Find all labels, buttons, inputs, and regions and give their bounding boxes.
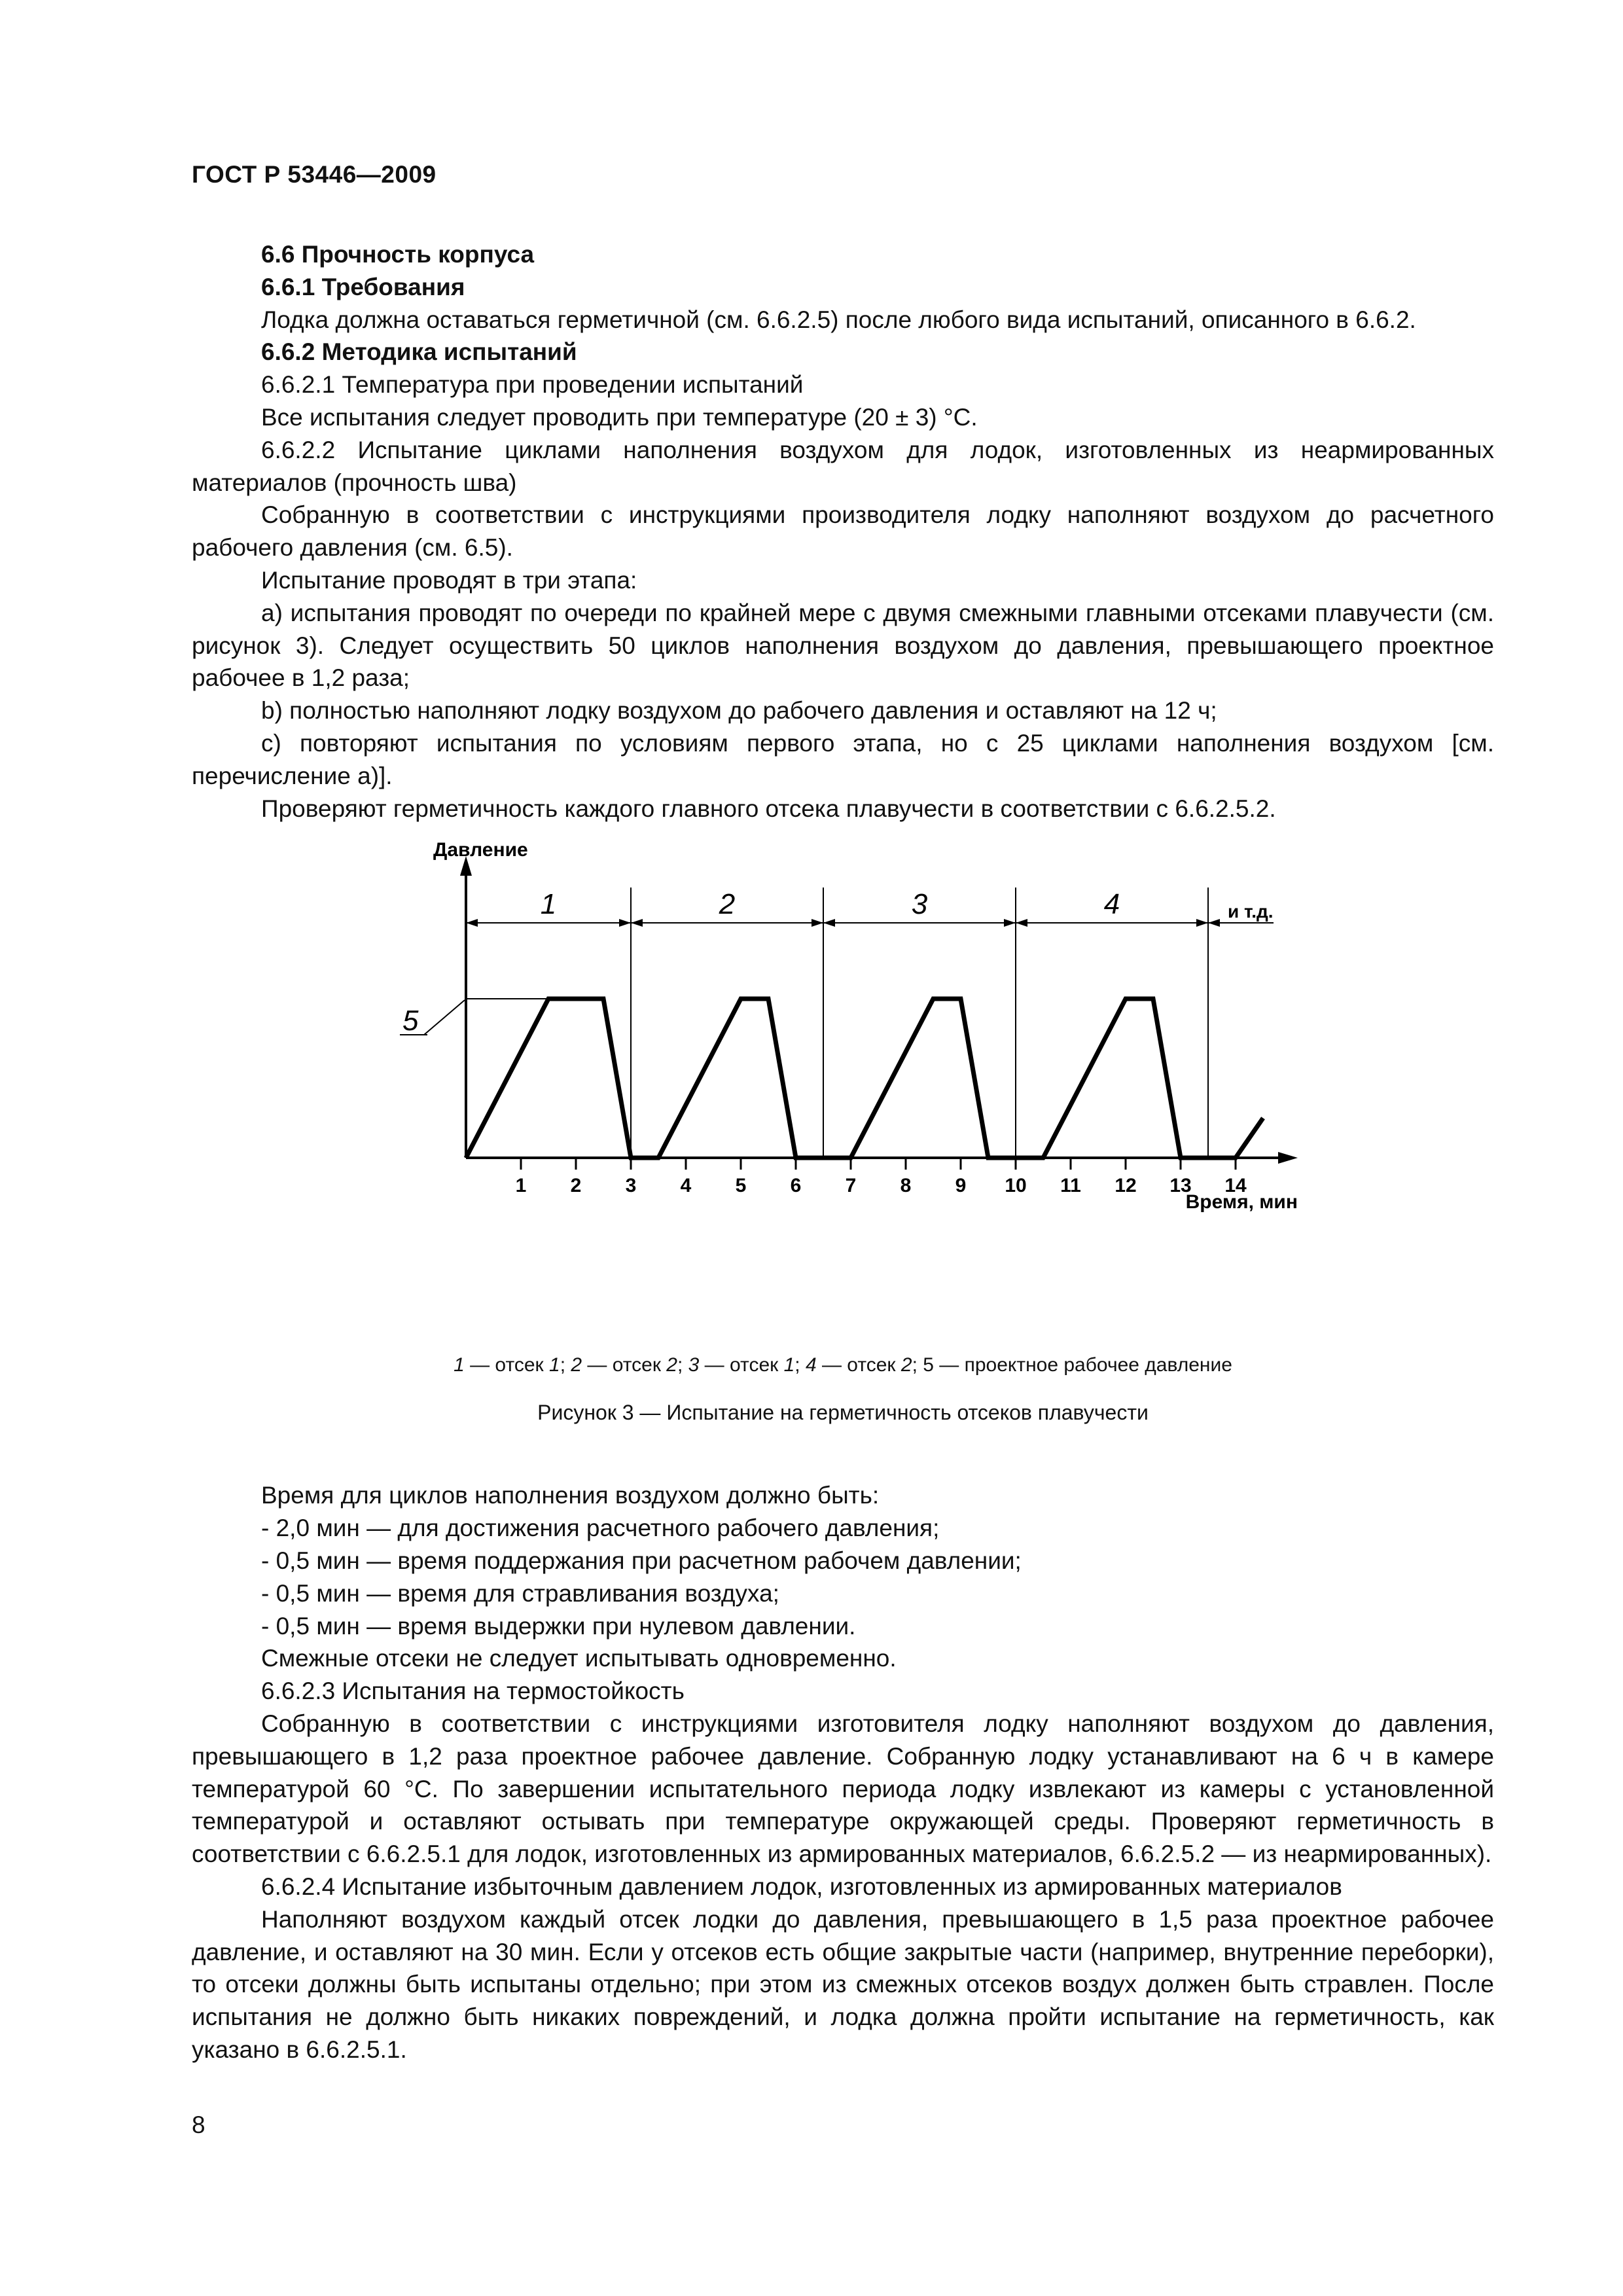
times-item-3: - 0,5 мин — время для стравливания воздуха;: [261, 1579, 779, 1607]
x-tick-label: 7: [845, 1175, 857, 1197]
legend-comp-4: 2: [901, 1354, 912, 1376]
pressure-series-line: [466, 999, 1263, 1158]
segment-label: 2: [719, 888, 736, 921]
heading-6-6-2: 6.6.2 Методика испытаний: [261, 338, 577, 366]
legend-sep-4: ;: [912, 1354, 923, 1376]
continuation-label: и т.д.: [1228, 901, 1274, 922]
segment-label: 3: [911, 888, 928, 921]
paragraph-6-6-2-3: Собранную в соответствии с инструкциями изготовителя лодку наполняют воздухом до давления, превышающего в 1,2 раза проектное рабочее давление. Собранную лодку устанавливают на 6 ч в камере температурой 60 °С. По завершении испытательного периода лодку извлекают из камеры с установленной температурой и оставляют остывать при температуре окружающей среды. Проверяют герметичность в соответствии с 6.6.2.5.1 для лодок, изготовленных из армированных материалов, 6.6.2.5.2 — из неармированных).: [192, 1710, 1494, 1868]
x-tick-label: 8: [900, 1175, 912, 1197]
arrowhead-right-icon: [1004, 919, 1016, 927]
arrowhead-left-icon: [1016, 919, 1027, 927]
paragraph-6-6-2-2-3: Проверяют герметичность каждого главного отсека плавучести в соответствии с 6.6.2.5.2.: [261, 795, 1276, 822]
times-item-2: - 0,5 мин — время поддержания при расчетном рабочем давлении;: [261, 1547, 1022, 1574]
subheading-6-6-2-2: 6.6.2.2 Испытание циклами наполнения воздухом для лодок, изготовленных из неармированных материалов (прочность шва): [192, 436, 1494, 496]
legend-text-2: — отсек: [582, 1354, 667, 1376]
arrowhead-left-icon: [823, 919, 835, 927]
x-tick-label: 1: [515, 1175, 527, 1197]
x-tick-label: 13: [1169, 1175, 1192, 1197]
arrowhead-right-icon: [812, 919, 823, 927]
times-item-1: - 2,0 мин — для достижения расчетного рабочего давления;: [261, 1515, 940, 1542]
segment-label: 1: [540, 888, 557, 921]
page-content: [192, 238, 1494, 2066]
document-header: ГОСТ Р 53446—2009: [192, 161, 437, 188]
legend-sep-3: ;: [794, 1354, 806, 1376]
x-tick-label: 14: [1224, 1175, 1247, 1197]
legend-sep-1: ;: [560, 1354, 571, 1376]
legend-text-3: — отсек: [699, 1354, 784, 1376]
list-item-b: b) полностью наполняют лодку воздухом до рабочего давления и оставляют на 12 ч;: [261, 697, 1217, 725]
x-tick-label: 11: [1060, 1175, 1081, 1197]
x-tick-label: 6: [790, 1175, 802, 1197]
x-axis-arrow-icon: [1278, 1152, 1298, 1164]
list-item-c: с) повторяют испытания по условиям первого этапа, но с 25 циклами наполнения воздухом [см. перечисление а)].: [192, 729, 1494, 789]
x-tick-label: 2: [570, 1175, 582, 1197]
times-item-4: - 0,5 мин — время выдержки при нулевом давлении.: [261, 1612, 856, 1640]
leader-line: [424, 1000, 465, 1035]
figure-3: [192, 842, 1494, 1352]
x-tick-label: 5: [735, 1175, 747, 1197]
subheading-6-6-2-4: 6.6.2.4 Испытание избыточным давлением лодок, изготовленных из армированных материалов: [261, 1873, 1342, 1900]
paragraph-6-6-1: Лодка должна оставаться герметичной (см. 6.6.2.5) после любого вида испытаний, описанного в 6.6.2.: [261, 306, 1416, 333]
legend-text-5: 5 — проектное рабочее давление: [923, 1354, 1232, 1376]
pressure-label: 5: [402, 1005, 419, 1037]
subheading-6-6-2-3: 6.6.2.3 Испытания на термостойкость: [261, 1677, 685, 1705]
legend-num-3: 3: [688, 1354, 700, 1376]
pressure-cycle-chart: [192, 842, 1494, 1300]
x-axis-label: Время, мин: [1185, 1191, 1298, 1213]
arrowhead-right-icon: [619, 919, 631, 927]
paragraph-6-6-2-2-2: Испытание проводят в три этапа:: [261, 566, 637, 594]
adjacent-note: Смежные отсеки не следует испытывать одновременно.: [261, 1645, 897, 1672]
legend-num-1: 1: [454, 1354, 465, 1376]
legend-comp-2: 2: [666, 1354, 677, 1376]
legend-text-4: — отсек: [816, 1354, 901, 1376]
times-intro: Время для циклов наполнения воздухом должно быть:: [261, 1482, 880, 1509]
legend-num-2: 2: [571, 1354, 582, 1376]
paragraph-6-6-2-4: Наполняют воздухом каждый отсек лодки до давления, превышающего в 1,5 раза проектное рабочее давление, и оставляют на 30 мин. Если у отсеков есть общие закрытые части (например, внутренние переборки), то отсеки должны быть испытаны отдельно; при этом из смежных отсеков воздух должен быть стравлен. После испытания не должно быть никаких повреждений, и лодка должна пройти испытание на герметичность, как указано в 6.6.2.5.1.: [192, 1905, 1494, 2063]
legend-comp-1: 1: [549, 1354, 560, 1376]
arrowhead-left-icon: [631, 919, 643, 927]
arrowhead-left-icon: [466, 919, 478, 927]
segment-label: 4: [1103, 888, 1120, 921]
paragraph-6-6-2-2-1: Собранную в соответствии с инструкциями производителя лодку наполняют воздухом до расчетного рабочего давления (см. 6.5).: [192, 501, 1494, 562]
arrowhead-right-icon: [1196, 919, 1208, 927]
x-tick-label: 9: [955, 1175, 967, 1197]
heading-6-6-1: 6.6.1 Требования: [261, 273, 465, 300]
legend-num-4: 4: [805, 1354, 817, 1376]
legend-sep-2: ;: [677, 1354, 688, 1376]
figure-legend: [192, 1352, 1494, 1378]
legend-comp-3: 1: [783, 1354, 795, 1376]
legend-text-1: — отсек: [464, 1354, 549, 1376]
x-tick-label: 12: [1115, 1175, 1137, 1197]
list-item-a: a) испытания проводят по очереди по крайней мере с двумя смежными главными отсеками плавучести (см. рисунок 3). Следует осуществить 50 циклов наполнения воздухом до давления, превышающего проектное рабочее в 1,2 раза;: [192, 599, 1494, 692]
page-number: 8: [192, 2111, 205, 2138]
x-tick-label: 10: [1005, 1175, 1027, 1197]
figure-caption: Рисунок 3 — Испытание на герметичность отсеков плавучести: [537, 1401, 1149, 1425]
heading-6-6: 6.6 Прочность корпуса: [261, 241, 535, 268]
y-axis-label: Давление: [433, 842, 528, 861]
paragraph-6-6-2-1: Все испытания следует проводить при температуре (20 ± 3) °С.: [261, 403, 978, 431]
subheading-6-6-2-1: 6.6.2.1 Температура при проведении испытаний: [261, 371, 804, 399]
x-tick-label: 3: [625, 1175, 637, 1197]
x-tick-label: 4: [680, 1175, 692, 1197]
